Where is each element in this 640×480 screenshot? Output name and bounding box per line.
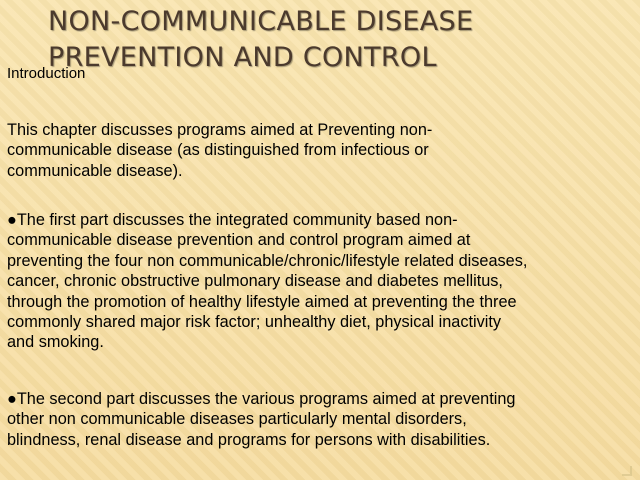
intro-label: Introduction [7, 65, 86, 82]
paragraph-line: ●The first part discusses the integrated community based non- [7, 211, 458, 229]
paragraph-line: and smoking. [7, 333, 104, 352]
paragraph-line: communicable disease). [7, 161, 183, 180]
slide-title-line-1: NON-COMMUNICABLE DISEASE [48, 6, 474, 37]
slide-title-line-2: PREVENTION AND CONTROL [48, 42, 437, 73]
paragraph-line: communicable disease (as distinguished from infectious or [7, 141, 429, 160]
paragraph-line: commonly shared major risk factor; unhealthy diet, physical inactivity [7, 313, 502, 332]
paragraph-line: blindness, renal disease and programs for persons with disabilities. [7, 430, 491, 449]
slide-title [48, 4, 628, 76]
paragraph-line: through the promotion of healthy lifestyle aimed at preventing the three [7, 292, 517, 311]
paragraph-first-part [7, 210, 637, 353]
slide-corner-decoration [622, 466, 632, 476]
paragraph-line: other non communicable diseases particularly mental disorders, [7, 410, 467, 429]
paragraph-line: preventing the four non communicable/chronic/lifestyle related diseases, [7, 251, 528, 270]
paragraph-line: cancer, chronic obstructive pulmonary disease and diabetes mellitus, [7, 272, 503, 291]
paragraph-overview [7, 120, 637, 181]
paragraph-second-part [7, 389, 637, 450]
paragraph-line: ●The second part discusses the various programs aimed at preventing [7, 390, 516, 408]
paragraph-line: This chapter discusses programs aimed at Preventing non- [7, 121, 433, 139]
paragraph-line: communicable disease prevention and control program aimed at [7, 231, 471, 250]
